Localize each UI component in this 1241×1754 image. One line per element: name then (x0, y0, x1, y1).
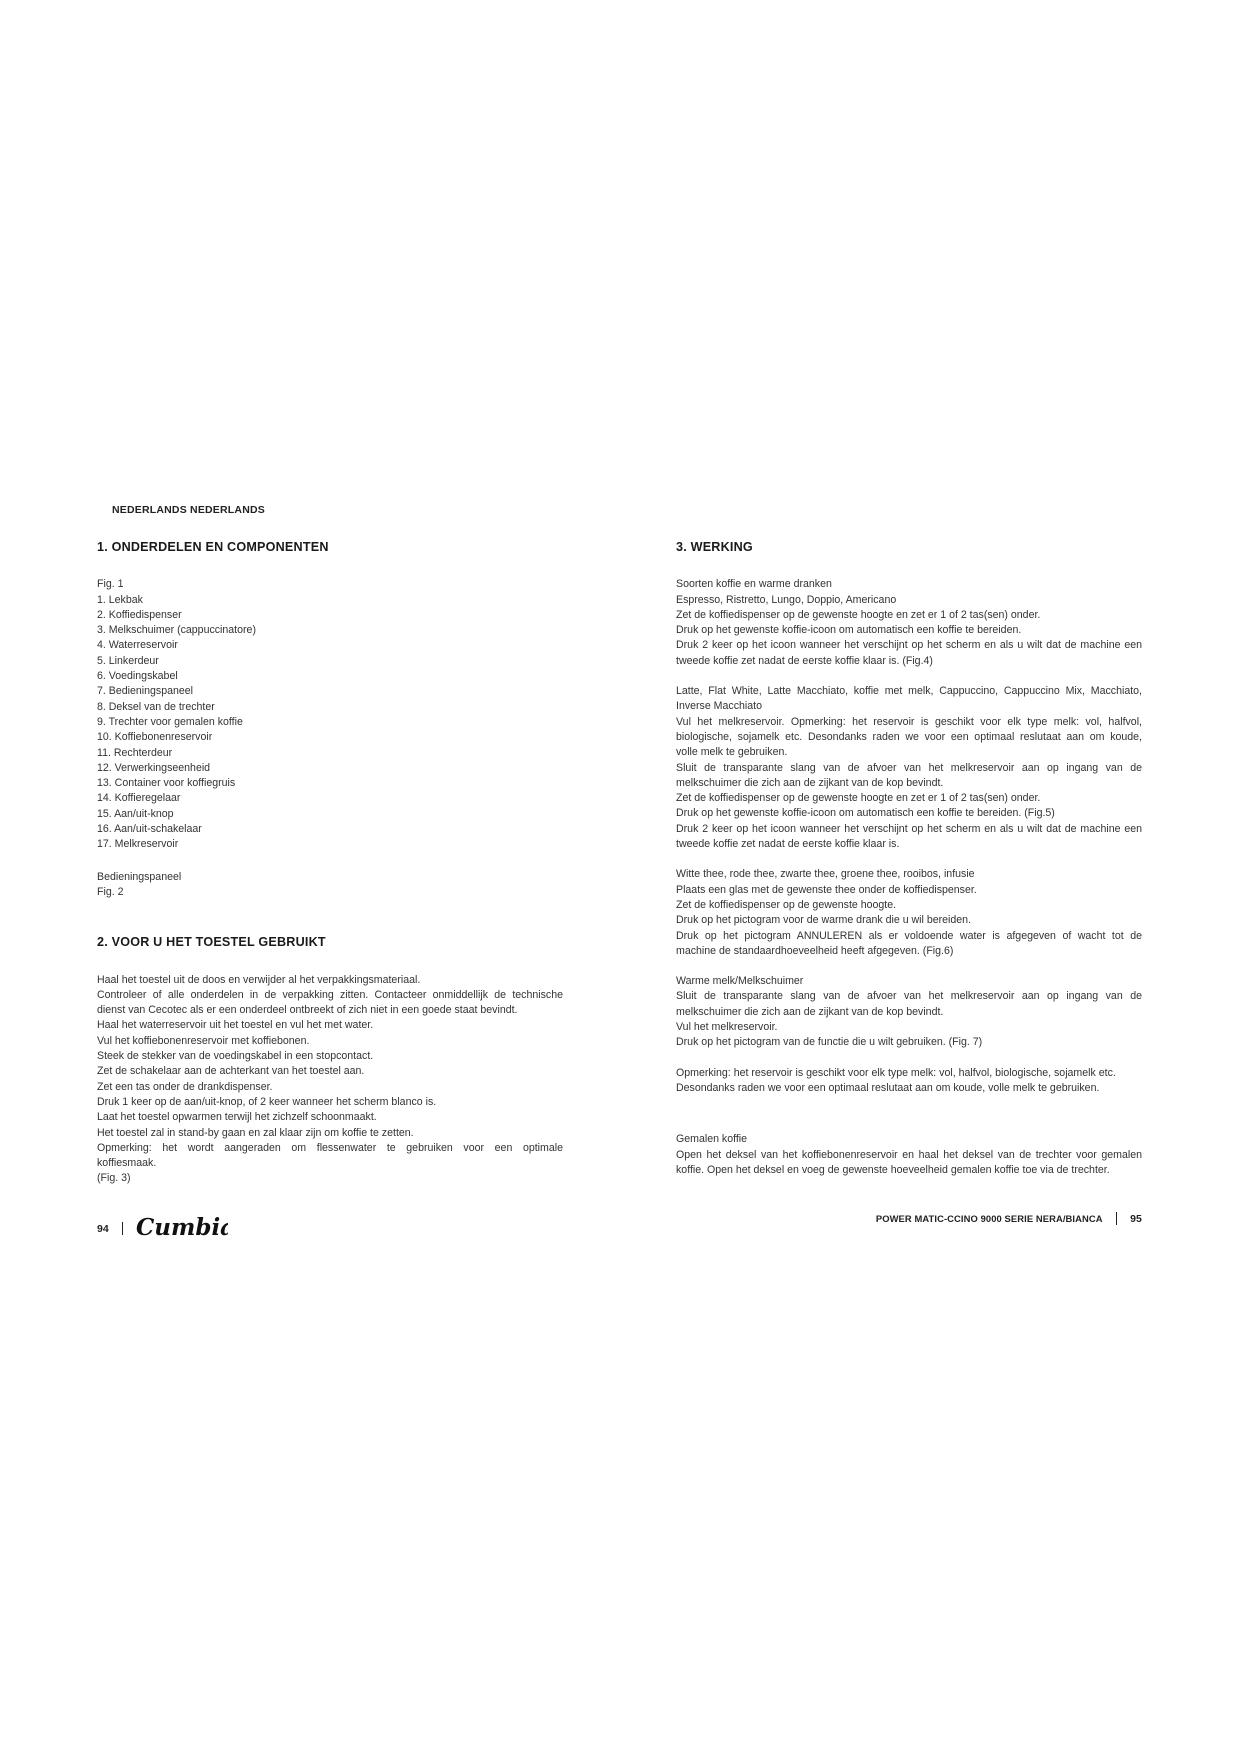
coffee-types-block (676, 577, 1142, 669)
list-item: 5. Linkerdeur (97, 654, 159, 667)
section-2-title: 2. VOOR U HET TOESTEL GEBRUIKT (97, 935, 326, 950)
paragraph-line: Vul het melkreservoir. Opmerking: het reservoir is geschikt voor elk type melk: vol, halfvol, (676, 715, 1142, 728)
fig-2-label: Fig. 2 (97, 885, 124, 898)
product-name: POWER MATIC-CCINO 9000 SERIE NERA/BIANCA (875, 1213, 1103, 1224)
brand-name: Cumbia (136, 1214, 229, 1241)
control-panel-block (97, 870, 567, 901)
paragraph-line: melkschuimer die zich aan de zijkant van de kop bevindt. (676, 776, 944, 789)
list-item: 13. Container voor koffiegruis (97, 777, 236, 790)
paragraph-line: machine de standaardhoeveelheid heeft afgegeven. (Fig.6) (676, 944, 954, 957)
paragraph-line: Zet de koffiedispenser op de gewenste hoogte en zet er 1 of 2 tas(sen) onder. (676, 792, 1041, 805)
before-use-text (97, 973, 563, 1187)
paragraph-line: melkschuimer die zich aan de zijkant van de kop bevindt. (676, 1005, 944, 1018)
paragraph-line: Gemalen koffie (676, 1133, 748, 1146)
left-column (97, 540, 567, 1187)
language-header: NEDERLANDS NEDERLANDS (112, 504, 265, 516)
paragraph-line: Druk op het pictogram van de functie die u wilt gebruiken. (Fig. 7) (676, 1036, 983, 1049)
paragraph-line: Zet een tas onder de drankdispenser. (97, 1080, 273, 1093)
right-footer (876, 1212, 1142, 1225)
paragraph-line: Het toestel zal in stand-by gaan en zal klaar zijn om koffie te zetten. (97, 1126, 414, 1139)
paragraph-line: Druk op het gewenste koffie-icoon om automatisch een koffie te bereiden. (676, 624, 1022, 637)
control-panel-label: Bedieningspaneel (97, 870, 182, 883)
list-item: 15. Aan/uit-knop (97, 807, 174, 820)
list-item: 3. Melkschuimer (cappuccinatore) (97, 624, 256, 637)
list-item: 11. Rechterdeur (97, 746, 173, 759)
list-item: 16. Aan/uit-schakelaar (97, 823, 202, 836)
list-item: 6. Voedingskabel (97, 670, 178, 683)
paragraph-line: tweede koffie zet nadat de eerste koffie klaar is. (676, 838, 900, 851)
right-page-number: 95 (1130, 1212, 1142, 1225)
list-item: 1. Lekbak (97, 593, 143, 606)
list-item: 7. Bedieningspaneel (97, 685, 194, 698)
note-block (676, 1066, 1142, 1097)
paragraph-line: dienst van Cecotec als er een onderdeel ontbreekt of zich niet in een goede staat bevindt. (97, 1004, 518, 1017)
list-item: 2. Koffiedispenser (97, 608, 182, 621)
paragraph-line: Vul het koffiebonenreservoir met koffiebonen. (97, 1034, 310, 1047)
paragraph-line: Controleer of alle onderdelen in de verpakking zitten. Contacteer onmiddellijk de technische (97, 988, 563, 1001)
paragraph-line: Open het deksel van het koffiebonenreservoir en haal het deksel van de trechter voor gemalen (676, 1148, 1142, 1161)
paragraph-line: Druk 2 keer op het icoon wanneer het verschijnt op het scherm en als u wilt dat de machine een (676, 822, 1142, 835)
ground-coffee-block (676, 1132, 1142, 1178)
paragraph-line: Zet de koffiedispenser op de gewenste hoogte. (676, 898, 897, 911)
section-1-title: 1. ONDERDELEN EN COMPONENTEN (97, 540, 329, 554)
paragraph-line: Opmerking: het reservoir is geschikt voor elk type melk: vol, halfvol, biologische, sojamelk etc. (676, 1066, 1116, 1079)
paragraph-line: Haal het toestel uit de doos en verwijder al het verpakkingsmateriaal. (97, 973, 421, 986)
list-item: 9. Trechter voor gemalen koffie (97, 715, 243, 728)
paragraph-line: Sluit de transparante slang van de afvoer van het melkreservoir aan op ingang van de (676, 990, 1142, 1003)
section-3-title: 3. WERKING (676, 540, 753, 554)
paragraph-line: Haal het waterreservoir uit het toestel en vul het met water. (97, 1019, 374, 1032)
paragraph-line: tweede koffie zet nadat de eerste koffie klaar is. (Fig.4) (676, 654, 933, 667)
paragraph-line: Sluit de transparante slang van de afvoer van het melkreservoir aan op ingang van de (676, 761, 1142, 774)
brand-logo (136, 1212, 228, 1245)
paragraph-line: koffiesmaak. (97, 1157, 157, 1170)
paragraph-line: Vul het melkreservoir. (676, 1021, 778, 1034)
paragraph-line: Plaats een glas met de gewenste thee onder de koffiedispenser. (676, 883, 977, 896)
footer-divider (122, 1222, 124, 1235)
paragraph-line: Warme melk/Melkschuimer (676, 975, 804, 988)
paragraph-line: Witte thee, rode thee, zwarte thee, groene thee, rooibos, infusie (676, 868, 975, 881)
list-item: 4. Waterreservoir (97, 639, 178, 652)
paragraph-line: Opmerking: het wordt aangeraden om flessenwater te gebruiken voor een optimale (97, 1141, 563, 1154)
list-item: 12. Verwerkingseenheid (97, 761, 211, 774)
footer-divider (1116, 1212, 1118, 1225)
cumbia-logo-icon (136, 1212, 228, 1242)
paragraph-line: koffie. Open het deksel en voeg de gewenste hoeveelheid gemalen koffie toe via de trechter. (676, 1163, 1110, 1176)
paragraph-line: Espresso, Ristretto, Lungo, Doppio, Americano (676, 593, 897, 606)
list-item: 17. Melkreservoir (97, 838, 179, 851)
paragraph-line: Zet de koffiedispenser op de gewenste hoogte en zet er 1 of 2 tas(sen) onder. (676, 608, 1041, 621)
paragraph-line: Zet de schakelaar aan de achterkant van het toestel aan. (97, 1065, 365, 1078)
list-item: 10. Koffiebonenreservoir (97, 731, 213, 744)
paragraph-line: biologische, sojamelk etc. Desondanks raden we voor een optimaal reslutaat aan om koude, (676, 730, 1142, 743)
paragraph-line: Druk op het pictogram voor de warme drank die u wil bereiden. (676, 914, 972, 927)
milk-drinks-block (676, 684, 1142, 852)
right-column (676, 540, 1142, 1178)
paragraph-line: Druk op het gewenste koffie-icoon om automatisch een koffie te bereiden. (Fig.5) (676, 807, 1055, 820)
list-item: 14. Koffieregelaar (97, 792, 181, 805)
paragraph-line: Latte, Flat White, Latte Macchiato, koffie met melk, Cappuccino, Cappuccino Mix, Macchiato, (676, 685, 1142, 698)
paragraph-line: Druk 1 keer op de aan/uit-knop, of 2 keer wanneer het scherm blanco is. (97, 1095, 437, 1108)
components-list (97, 577, 567, 852)
paragraph-line: Soorten koffie en warme dranken (676, 578, 832, 591)
paragraph-line: Inverse Macchiato (676, 700, 762, 713)
warm-milk-block (676, 974, 1142, 1050)
fig-3-label: (Fig. 3) (97, 1172, 131, 1185)
paragraph-line: volle melk te gebruiken. (676, 746, 788, 759)
tea-block (676, 867, 1142, 959)
fig-1-label: Fig. 1 (97, 578, 124, 591)
paragraph-line: Laat het toestel opwarmen terwijl het zichzelf schoonmaakt. (97, 1111, 377, 1124)
paragraph-line: Druk op het pictogram ANNULEREN als er voldoende water is afgegeven of wacht tot de (676, 929, 1142, 942)
left-page-number: 94 (97, 1222, 109, 1235)
left-footer (97, 1212, 228, 1245)
paragraph-line: Steek de stekker van de voedingskabel in een stopcontact. (97, 1050, 374, 1063)
paragraph-line: Desondanks raden we voor een optimaal reslutaat aan om koude, volle melk te gebruiken. (676, 1081, 1100, 1094)
list-item: 8. Deksel van de trechter (97, 700, 215, 713)
paragraph-line: Druk 2 keer op het icoon wanneer het verschijnt op het scherm en als u wilt dat de machine een (676, 639, 1142, 652)
